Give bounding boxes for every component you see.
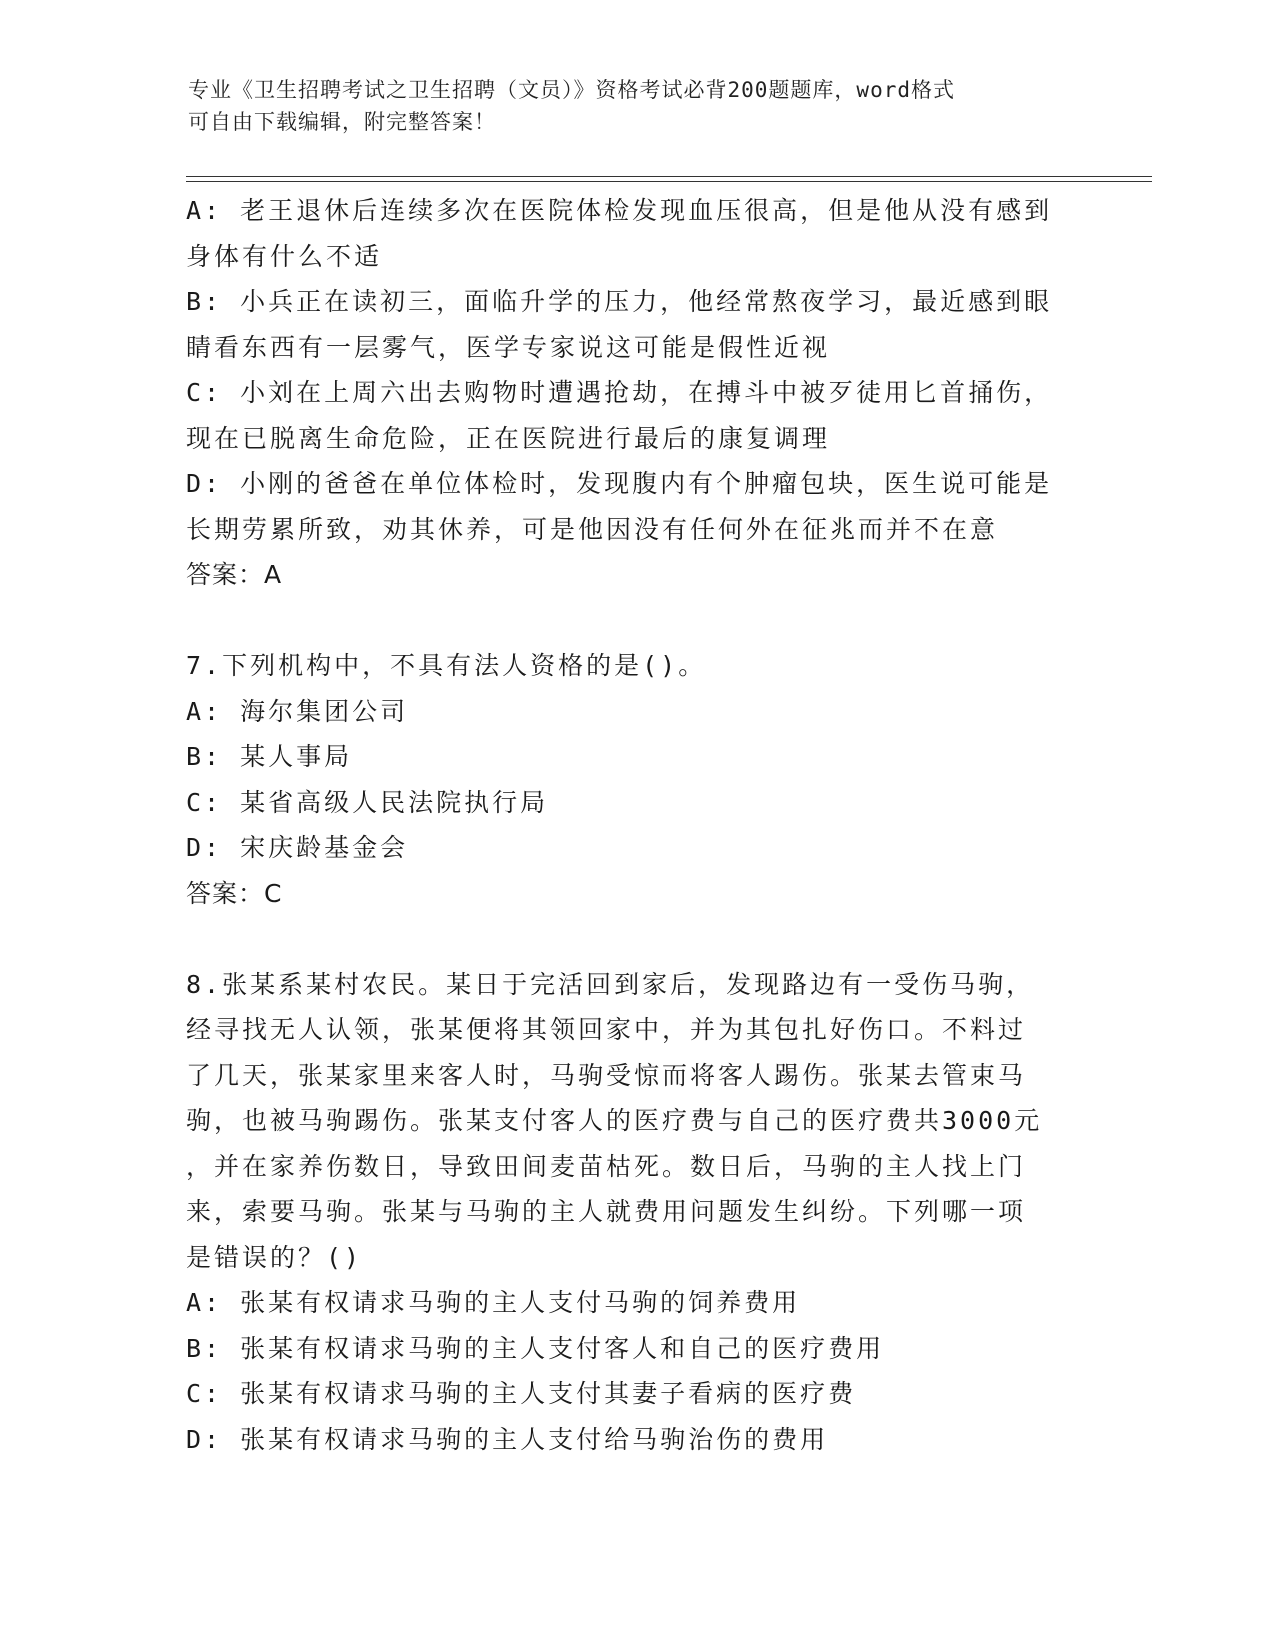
stem-line: 驹，也被马驹踢伤。张某支付客人的医疗费与自己的医疗费共3000元	[186, 1106, 1043, 1135]
header-divider-top	[186, 176, 1152, 177]
question-6-options	[186, 188, 1076, 597]
option-text-line: 现在已脱离生命危险，正在医院进行最后的康复调理	[186, 423, 831, 453]
option-text-line: D: 小刚的爸爸在单位体检时，发现腹内有个肿瘤包块，医生说可能是	[186, 469, 1053, 498]
header-title-line-2: 可自由下载编辑，附完整答案！	[188, 110, 496, 134]
question-8-option-d: D: 张某有权请求马驹的主人支付给马驹治伤的费用	[186, 1424, 829, 1454]
stem-line: 了几天，张某家里来客人时，马驹受惊而将客人踢伤。张某去管束马	[186, 1060, 1027, 1090]
stem-line: 来，索要马驹。张某与马驹的主人就费用问题发生纠纷。下列哪一项	[186, 1197, 1027, 1226]
question-6-option-d	[186, 461, 1076, 552]
spacer	[186, 916, 1076, 962]
question-8-option-c: C: 张某有权请求马驹的主人支付其妻子看病的医疗费	[186, 1379, 857, 1408]
question-7-stem: 7.下列机构中，不具有法人资格的是()。	[186, 651, 707, 680]
question-7-option-b: B: 某人事局	[186, 742, 353, 771]
option-text-line: 睛看东西有一层雾气，医学专家说这可能是假性近视	[186, 332, 831, 362]
stem-line: 8.张某系某村农民。某日于完活回到家后，发现路边有一受伤马驹，	[186, 969, 1035, 999]
question-7-option-a: A: 海尔集团公司	[186, 696, 409, 726]
option-text-line: C: 小刘在上周六出去购物时遭遇抢劫，在搏斗中被歹徒用匕首捅伤，	[186, 378, 1053, 407]
question-6-option-b	[186, 279, 1076, 370]
stem-line: 经寻找无人认领，张某便将其领回家中，并为其包扎好伤口。不料过	[186, 1015, 1027, 1044]
spacer	[186, 597, 1076, 643]
question-8-stem	[186, 962, 1076, 1281]
question-7-answer: 答案：C	[186, 878, 283, 908]
question-6-option-a	[186, 188, 1076, 279]
option-text-line: A: 老王退休后连续多次在医院体检发现血压很高，但是他从没有感到	[186, 196, 1053, 225]
question-8-option-b: B: 张某有权请求马驹的主人支付客人和自己的医疗费用	[186, 1333, 885, 1363]
header-divider-bottom	[186, 181, 1152, 182]
option-text-line: 长期劳累所致，劝其休养，可是他因没有任何外在征兆而并不在意	[186, 514, 999, 544]
question-7-option-c: C: 某省高级人民法院执行局	[186, 787, 549, 817]
question-8	[186, 962, 1076, 1463]
document-body	[186, 188, 1076, 1462]
header-title-line-1: 专业《卫生招聘考试之卫生招聘（文员）》资格考试必背200题题库，word格式	[188, 78, 955, 102]
stem-line: ，并在家养伤数日，导致田间麦苗枯死。数日后，马驹的主人找上门	[186, 1151, 1027, 1181]
question-7	[186, 643, 1076, 916]
question-6-answer: 答案：A	[186, 560, 283, 589]
question-8-option-a: A: 张某有权请求马驹的主人支付马驹的饲养费用	[186, 1288, 801, 1317]
stem-line: 是错误的？()	[186, 1242, 363, 1272]
document-header	[188, 74, 1088, 138]
question-6-option-c	[186, 370, 1076, 461]
option-text-line: B: 小兵正在读初三，面临升学的压力，他经常熬夜学习，最近感到眼	[186, 287, 1053, 316]
option-text-line: 身体有什么不适	[186, 241, 383, 271]
question-7-option-d: D: 宋庆龄基金会	[186, 833, 409, 862]
